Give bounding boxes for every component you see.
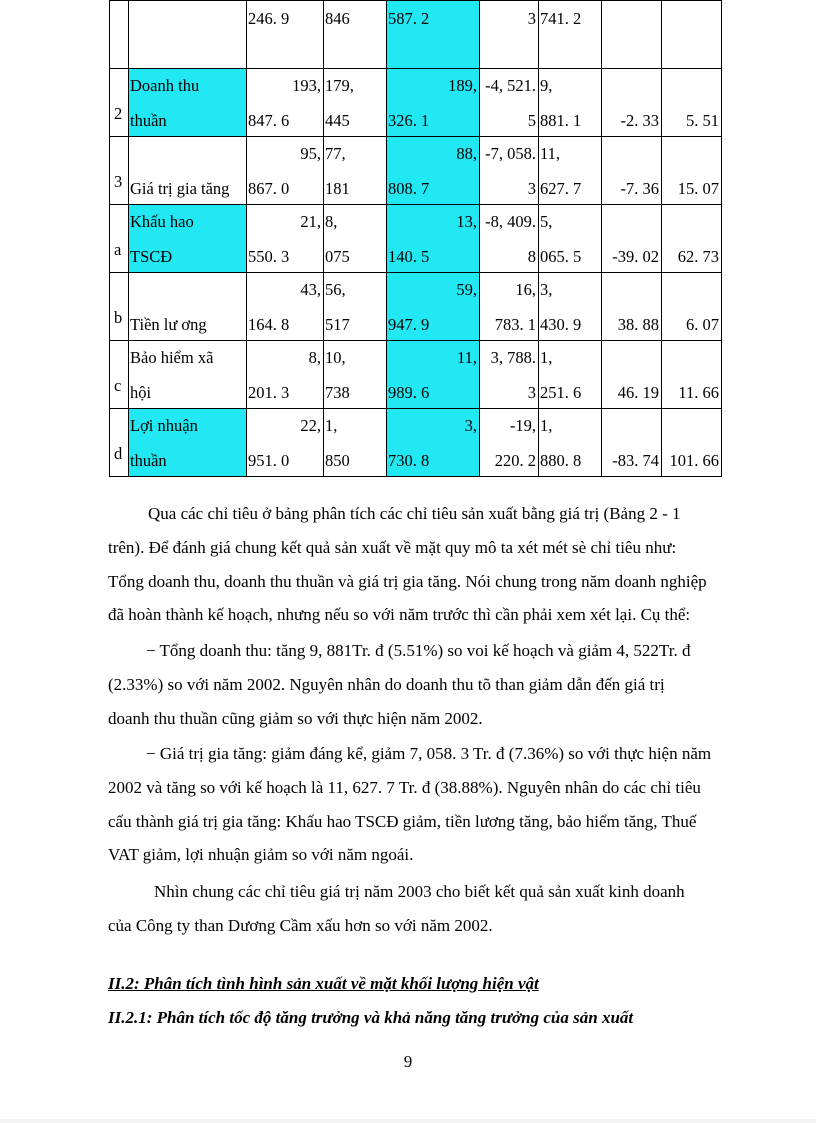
- cell-value: 3: [527, 383, 536, 402]
- cell-value: 201. 3: [248, 383, 290, 402]
- text-line: VAT giảm, lợi nhuận giảm so với năm ngoái.: [108, 845, 414, 864]
- text-line: trên). Để đánh giá chung kết quả sản xuất về mặt quy mô ta xét mét sè chỉ tiêu như:: [108, 538, 677, 557]
- indicator-name: thuần: [130, 111, 167, 130]
- cell-value: 880. 8: [540, 451, 582, 470]
- paragraph-conclusion: [154, 875, 724, 909]
- paragraph-summary: [108, 497, 724, 531]
- row-number: d: [114, 444, 123, 463]
- cell-value: 11. 66: [678, 383, 719, 402]
- cell-value: 741. 2: [540, 9, 582, 28]
- cell-value: 220. 2: [494, 451, 536, 470]
- cell-value: 808. 7: [388, 179, 430, 198]
- table-row: [110, 1, 722, 69]
- cell-value: 3,: [464, 416, 477, 435]
- paragraph-conclusion-cont: [108, 909, 724, 943]
- cell-value: 783. 1: [494, 315, 536, 334]
- section-heading: II.2: Phân tích tình hình sản xuất về mặt khối lượng hiện vật: [108, 974, 539, 993]
- table-row: [110, 273, 722, 341]
- table-row: [110, 341, 722, 409]
- cell-value: 326. 1: [388, 111, 430, 130]
- cell-value: 22,: [300, 416, 321, 435]
- cell-value: 101. 66: [669, 451, 719, 470]
- cell-value: 517: [325, 315, 350, 334]
- row-number: 3: [114, 172, 123, 191]
- text-line: 2002 và tăng so với kế hoạch là 11, 627. 7 Tr. đ (38.88%). Nguyên nhân do các chỉ tiêu: [108, 778, 701, 797]
- table-row: [110, 69, 722, 137]
- cell-value: 5: [527, 111, 536, 130]
- cell-value: 88,: [456, 144, 477, 163]
- cell-value: 10,: [325, 348, 346, 367]
- cell-value: 246. 9: [248, 9, 290, 28]
- cell-value: 16,: [515, 280, 536, 299]
- cell-value: 11,: [456, 348, 477, 367]
- cell-value: 181: [325, 179, 350, 198]
- cell-value: 38. 88: [617, 315, 659, 334]
- table-row: [110, 205, 722, 273]
- cell-value: 46. 19: [617, 383, 659, 402]
- cell-value: 13,: [456, 212, 477, 231]
- indicator-name: Khấu hao: [130, 212, 194, 231]
- cell-value: 951. 0: [248, 451, 290, 470]
- cell-value: 8,: [308, 348, 321, 367]
- paragraph-revenue-cont: [108, 668, 724, 735]
- cell-value: 8,: [325, 212, 338, 231]
- cell-value: 164. 8: [248, 315, 290, 334]
- cell-value: 738: [325, 383, 350, 402]
- text-line: − Giá trị gia tăng: giảm đáng kể, giảm 7, 058. 3 Tr. đ (7.36%) so với thực hiện năm: [146, 744, 712, 763]
- text-line: của Công ty than Dương Cầm xấu hơn so với năm 2002.: [108, 916, 493, 935]
- cell-value: 140. 5: [388, 247, 430, 266]
- cell-value: 6. 07: [686, 315, 719, 334]
- cell-value: 075: [325, 247, 350, 266]
- cell-value: 189,: [448, 76, 477, 95]
- cell-value: 989. 6: [388, 383, 430, 402]
- text-line: − Tổng doanh thu: tăng 9, 881Tr. đ (5.51%) so voi kế hoạch và giảm 4, 522Tr. đ: [146, 641, 691, 660]
- row-number: 2: [114, 104, 123, 123]
- subsection-heading: II.2.1: Phân tích tốc độ tăng trưởng và khả năng tăng trưởng của sản xuất: [108, 1008, 634, 1027]
- cell-value: 43,: [300, 280, 321, 299]
- text-line: cấu thành giá trị gia tăng: Khấu hao TSCĐ giảm, tiền lương tăng, bảo hiểm tăng, Thuế: [108, 811, 697, 831]
- text-line: (2.33%) so với năm 2002. Nguyên nhân do doanh thu tõ than giảm dẫn đến giá trị: [108, 675, 665, 694]
- cell-value: 065. 5: [540, 247, 582, 266]
- indicator-name: thuần: [130, 451, 167, 470]
- cell-value: 5. 51: [686, 111, 719, 130]
- cell-value: 846: [325, 9, 350, 28]
- value-indicators-table: [109, 0, 722, 477]
- page-number: 9: [403, 1052, 413, 1071]
- indicator-name: hội: [130, 383, 152, 402]
- cell-value: 445: [325, 111, 350, 130]
- cell-value: -8, 409.: [485, 212, 536, 231]
- cell-value: 1,: [540, 348, 553, 367]
- cell-value: 21,: [300, 212, 321, 231]
- cell-value: 193,: [292, 76, 321, 95]
- cell-value: 850: [325, 451, 350, 470]
- cell-value: 77,: [325, 144, 346, 163]
- cell-value: 15. 07: [677, 179, 719, 198]
- cell-value: 881. 1: [540, 111, 582, 130]
- cell-value: 251. 6: [540, 383, 582, 402]
- cell-value: 3: [527, 9, 536, 28]
- paragraph-summary-cont: [108, 531, 724, 632]
- cell-value: -39. 02: [612, 247, 659, 266]
- cell-value: 3, 788.: [490, 348, 536, 367]
- row-number: c: [114, 376, 122, 395]
- cell-value: 11,: [540, 144, 561, 163]
- row-number: b: [114, 308, 123, 327]
- cell-value: 627. 7: [540, 179, 582, 198]
- text-line: Nhìn chung các chỉ tiêu giá trị năm 2003 cho biết kết quả sản xuất kinh doanh: [154, 882, 685, 901]
- paragraph-revenue: [146, 634, 724, 668]
- cell-value: -19,: [509, 416, 536, 435]
- cell-value: 5,: [540, 212, 553, 231]
- text-line: doanh thu thuần cũng giảm so với thực hiện năm 2002.: [108, 708, 483, 728]
- cell-value: 179,: [325, 76, 354, 95]
- cell-value: 59,: [456, 280, 477, 299]
- paragraph-value-added: [146, 737, 724, 771]
- cell-value: 56,: [325, 280, 346, 299]
- cell-value: -2. 33: [620, 111, 659, 130]
- cell-value: 62. 73: [677, 247, 719, 266]
- cell-value: 8: [527, 247, 536, 266]
- cell-value: -83. 74: [612, 451, 659, 470]
- cell-value: 587. 2: [388, 9, 430, 28]
- indicator-name: Doanh thu: [130, 76, 200, 95]
- text-line: Tổng doanh thu, doanh thu thuần và giá trị gia tăng. Nói chung trong năm doanh nghiệp: [108, 571, 707, 591]
- row-number: a: [114, 240, 122, 259]
- cell-value: 3,: [540, 280, 553, 299]
- table-row: [110, 409, 722, 477]
- page-edge: [0, 1119, 816, 1123]
- text-line: đã hoàn thành kế hoạch, nhưng nếu so với năm trước thì cần phải xem xét lại. Cụ thể:: [108, 605, 691, 624]
- indicator-name: Giá trị gia tăng: [130, 179, 230, 198]
- indicator-name: Lợi nhuận: [130, 416, 198, 435]
- paragraph-value-added-cont: [108, 771, 724, 872]
- cell-value: 847. 6: [248, 111, 290, 130]
- indicator-name: Bảo hiểm xã: [130, 348, 214, 367]
- cell-value: -7. 36: [620, 179, 659, 198]
- cell-value: 1,: [540, 416, 553, 435]
- indicator-name: Tiền lư ơng: [130, 315, 207, 334]
- cell-value: 95,: [300, 144, 321, 163]
- text-line: Qua các chỉ tiêu ở bảng phân tích các chỉ tiêu sản xuất bằng giá trị (Bảng 2 - 1: [148, 504, 681, 523]
- cell-value: -7, 058.: [485, 144, 536, 163]
- cell-value: -4, 521.: [485, 76, 536, 95]
- indicator-name: TSCĐ: [130, 247, 173, 266]
- cell-value: 730. 8: [388, 451, 430, 470]
- cell-value: 430. 9: [540, 315, 582, 334]
- cell-value: 3: [527, 179, 536, 198]
- cell-value: 1,: [325, 416, 338, 435]
- cell-value: 550. 3: [248, 247, 290, 266]
- cell-value: 867. 0: [248, 179, 290, 198]
- cell-value: 947. 9: [388, 315, 430, 334]
- cell-value: 9,: [540, 76, 553, 95]
- table-row: [110, 137, 722, 205]
